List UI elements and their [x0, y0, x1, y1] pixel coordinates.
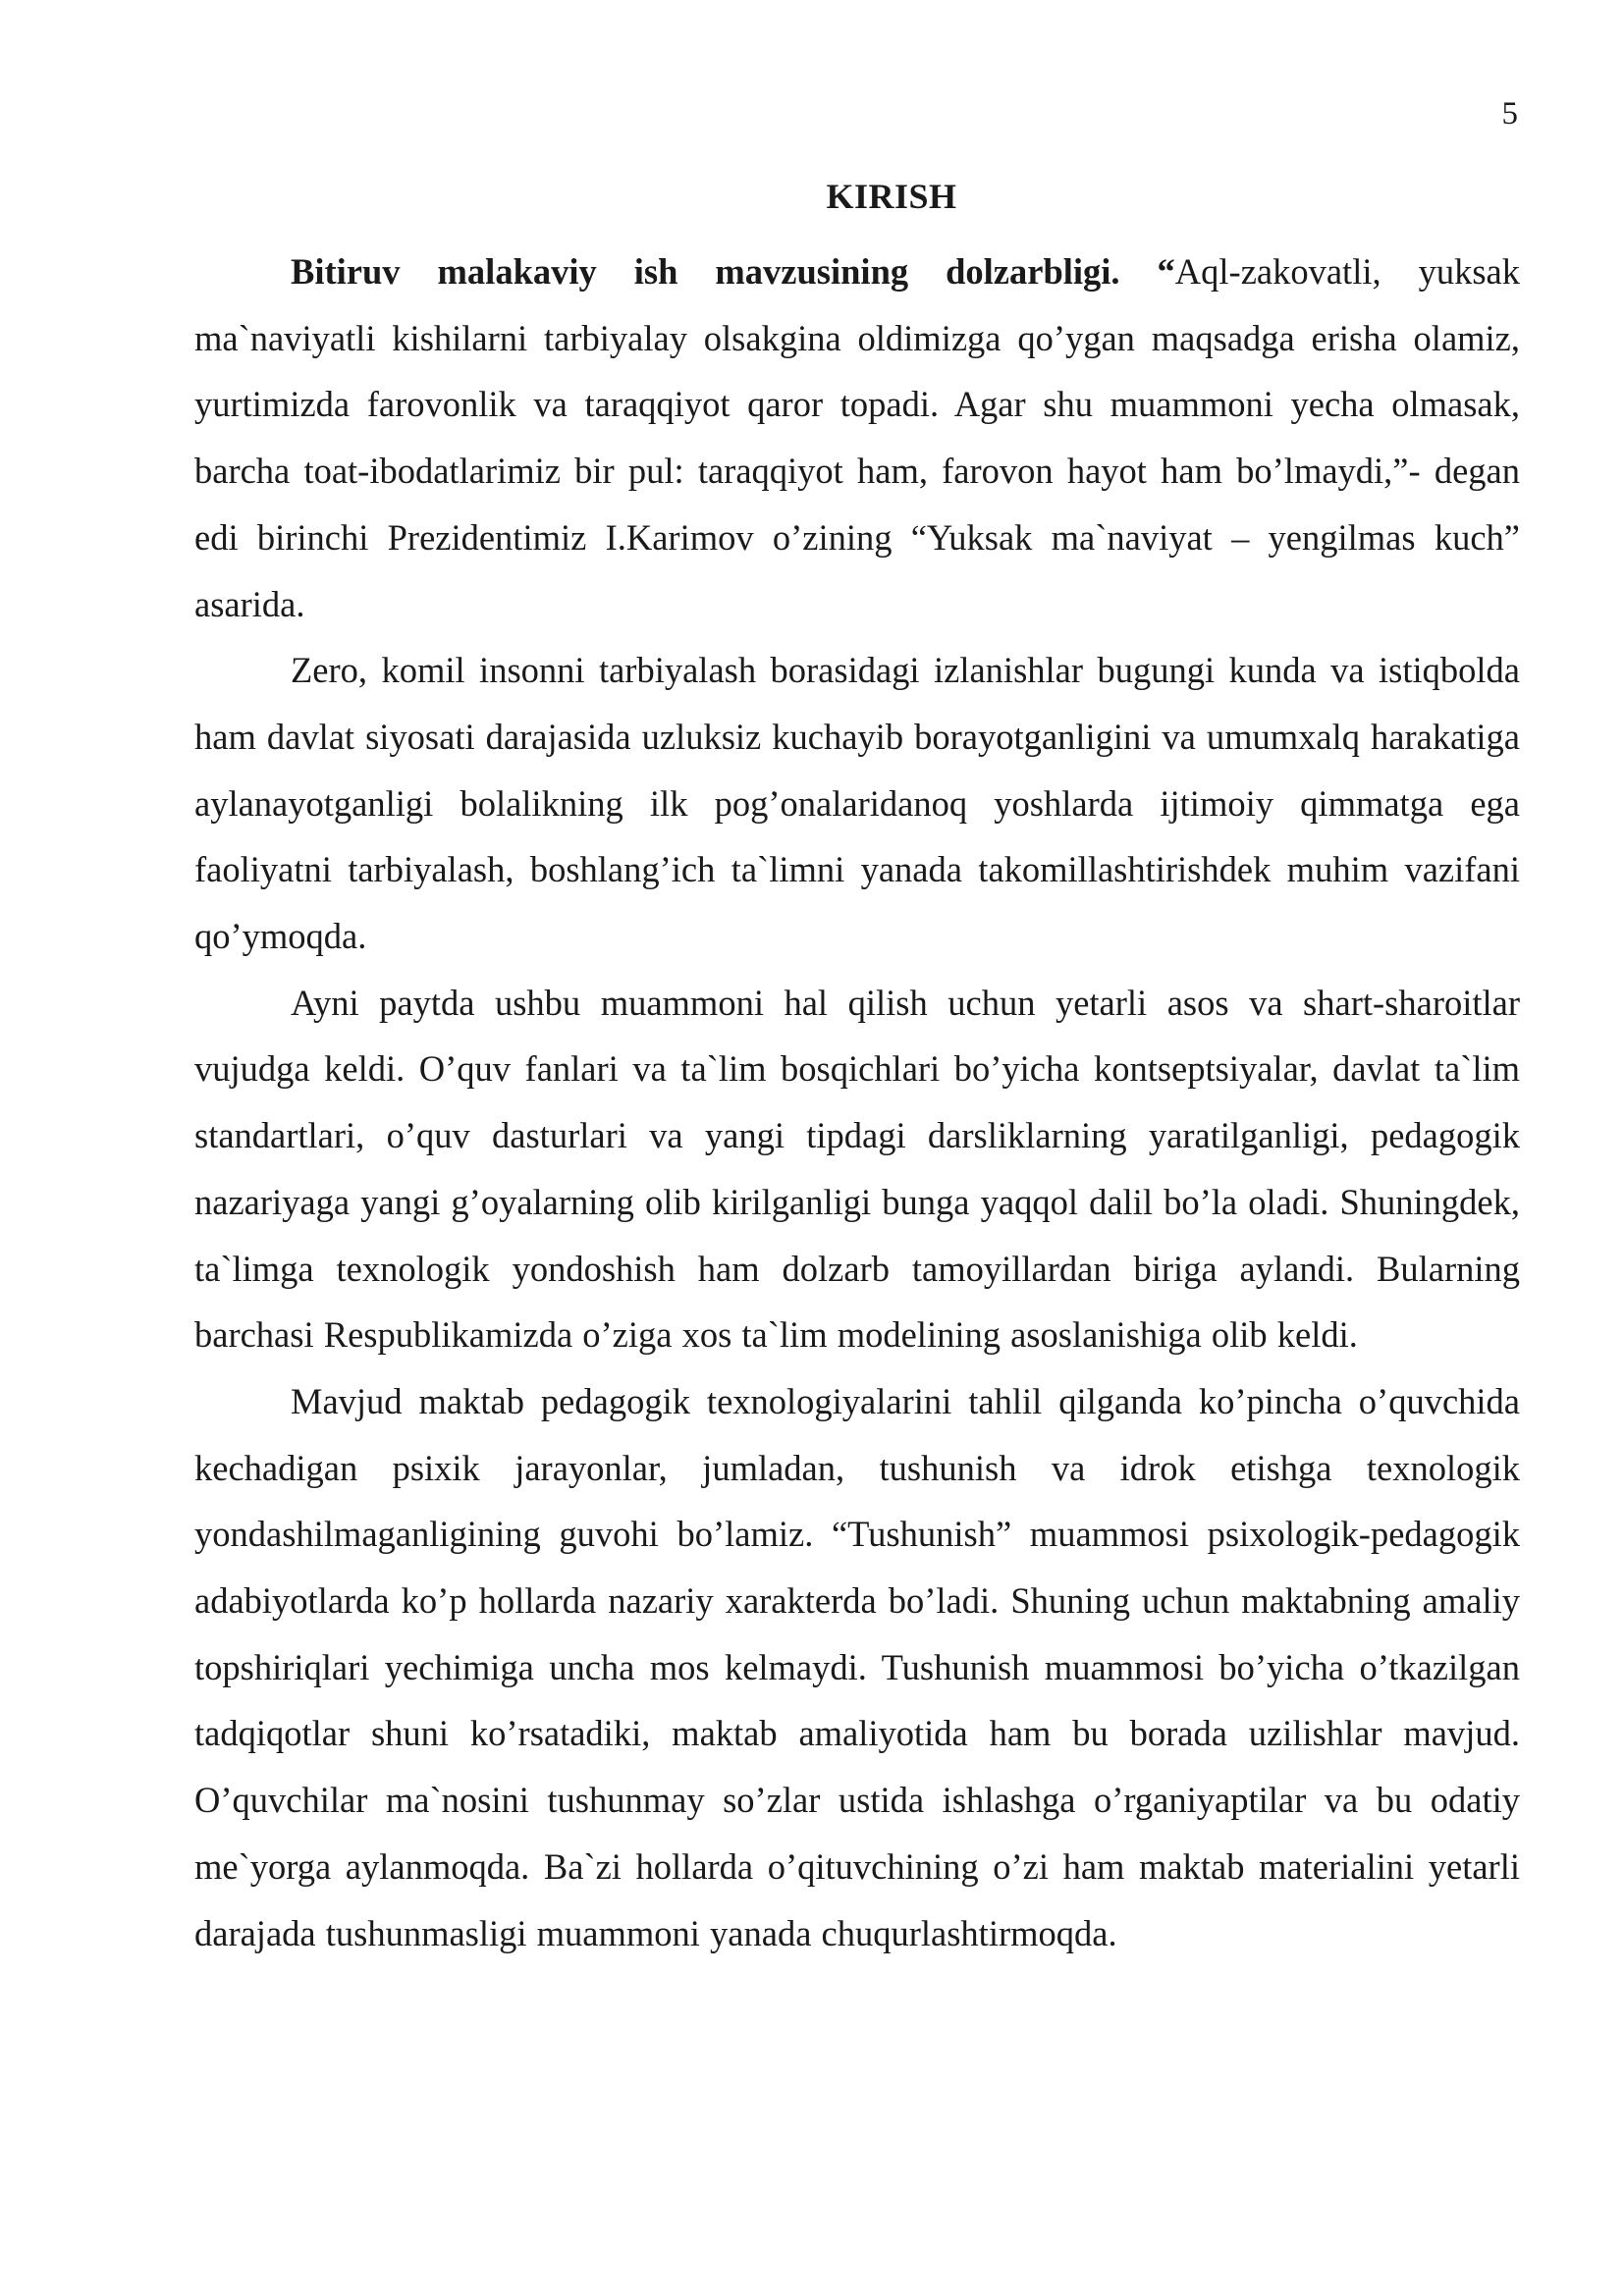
paragraph-conditions [194, 970, 1520, 1368]
paragraph-technologies [194, 1368, 1520, 1966]
paragraph-text: Aql-zakovatli, yuksak ma`naviyatli kishilarni tarbiyalay olsakgina oldimizga qo’ygan maqsadga erisha olamiz, yurtimizda farovonlik va taraqqiyot qaror topadi. Agar shu muammoni yecha olmasak, barcha toat-ibodatlarimiz bir pul: taraqqiyot ham, farovon hayot ham bo’lmaydi,”- degan edi birinchi Prezidentimiz I.Karimov o’zining “Yuksak ma`naviyat – yengilmas kuch” asarida. [194, 251, 1520, 624]
paragraph-text: Mavjud maktab pedagogik texnologiyalarini tahlil qilganda ko’pincha o’quvchida kechadigan psixik jarayonlar, jumladan, tushunish va idrok etishga texnologik yondashilmaganligining guvohi bo’lamiz. “Tushunish” muammosi psixologik-pedagogik adabiyotlarda ko’p hollarda nazariy xarakterda bo’ladi. Shuning uchun maktabning amaliy topshiriqlari yechimiga uncha mos kelmaydi. Tushunish muammosi bo’yicha o’tkazilgan tadqiqotlar shuni ko’rsatadiki, maktab amaliyotida ham bu borada uzilishlar mavjud. O’quvchilar ma`nosini tushunmay so’zlar ustida ishlashga o’rganiyaptilar va bu odatiy me`yorga aylanmoqda. Ba`zi hollarda o’qituvchining o’zi ham maktab materialini yetarli darajada tushunmasligi muammoni yanada chuqurlashtirmoqda. [194, 1380, 1520, 1953]
paragraph-relevance [194, 239, 1520, 637]
section-heading: KIRISH [826, 177, 957, 216]
paragraph-text: Ayni paytda ushbu muammoni hal qilish uchun yetarli asos va shart-sharoitlar vujudga keldi. O’quv fanlari va ta`lim bosqichlari bo’yicha kontseptsiyalar, davlat ta`lim standartlari, o’quv dasturlari va yangi tipdagi darsliklarning yaratilganligi, pedagogik nazariyaga yangi g’oyalarning olib kirilganligi bunga yaqqol dalil bo’la oladi. Shuningdek, ta`limga texnologik yondoshish ham dolzarb tamoyillardan biriga aylandi. Bularning barchasi Respublikamizda o’ziga xos ta`lim modelining asoslanishiga olib keldi. [194, 982, 1520, 1356]
paragraph-text: Zero, komil insonni tarbiyalash borasidagi izlanishlar bugungi kunda va istiqbolda ham davlat siyosati darajasida uzluksiz kuchayib borayotganligini va umumxalq harakatiga aylanayotganligi bolalikning ilk pog’onalaridanoq yoshlarda ijtimoiy qimmatga ega faoliyatni tarbiyalash, boshlang’ich ta`limni yanada takomillashtirishdek muhim vazifani qo’ymoqda. [194, 650, 1520, 957]
paragraph-lead-bold: Bitiruv malakaviy ish mavzusining dolzarbligi. “ [291, 251, 1175, 292]
paragraph-perfect-person [194, 637, 1520, 970]
document-body [194, 172, 1520, 1966]
page-number: 5 [1501, 96, 1518, 132]
